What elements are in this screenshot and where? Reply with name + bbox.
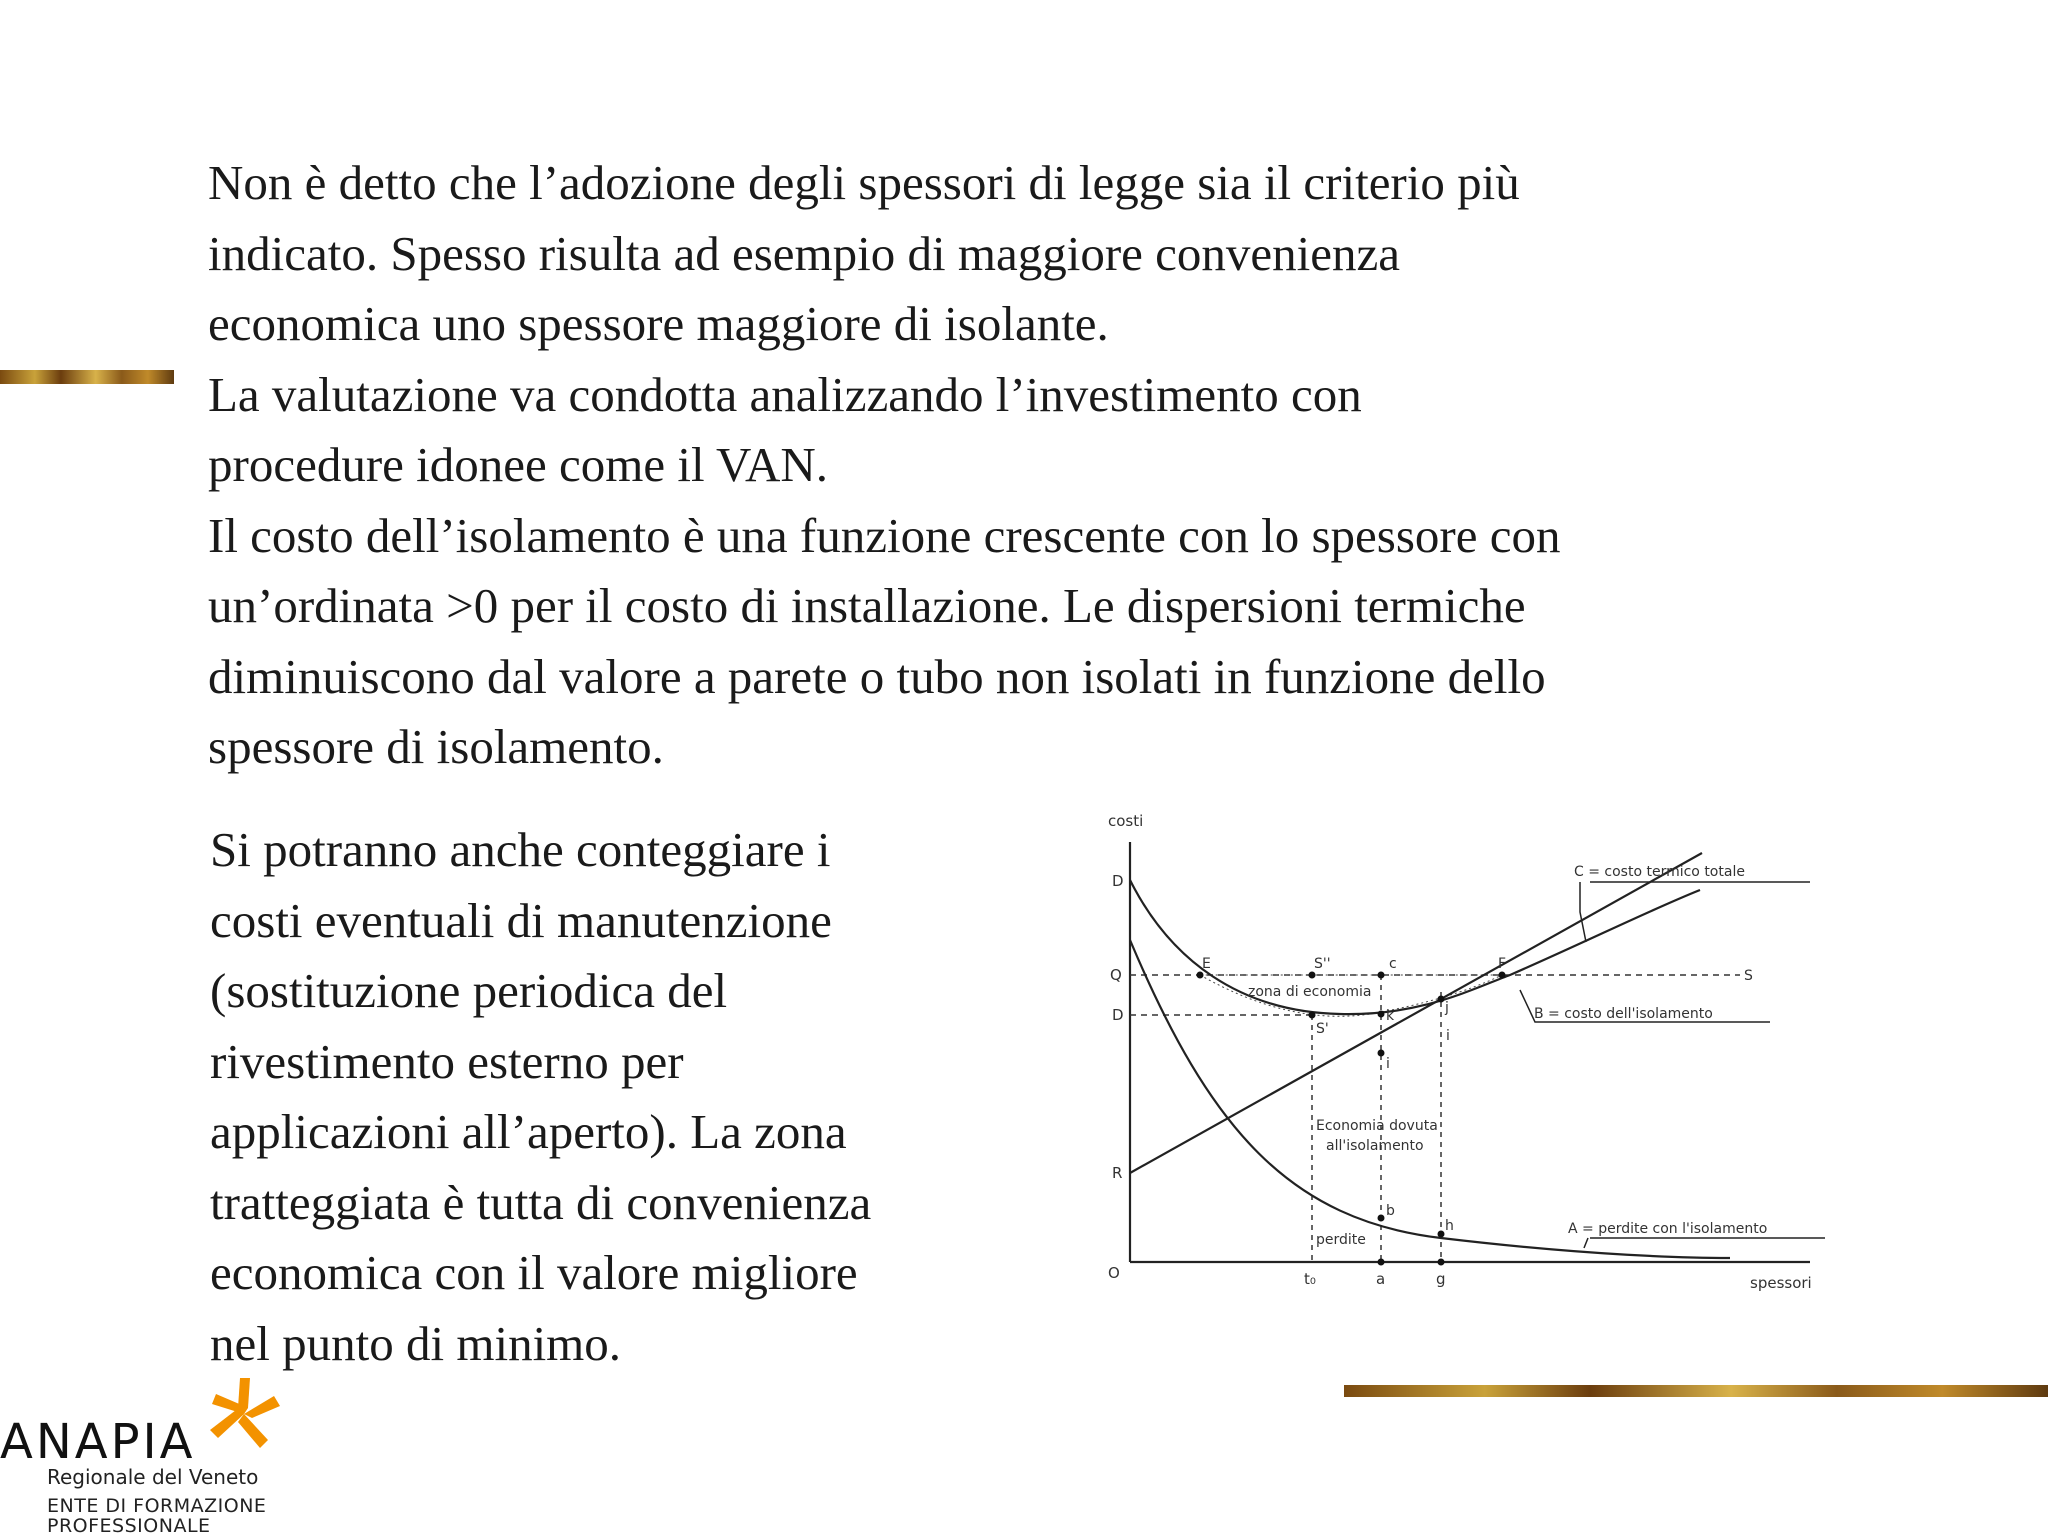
anapia-logo bbox=[0, 1378, 300, 1536]
side-line: nel punto di minimo. bbox=[210, 1315, 622, 1371]
label-e: E bbox=[1202, 956, 1211, 972]
logo-ente-line2: PROFESSIONALE bbox=[47, 1515, 211, 1537]
label-economia-1: Economia dovuta bbox=[1316, 1118, 1438, 1134]
side-line: rivestimento esterno per bbox=[210, 1033, 684, 1089]
point-s-double-prime bbox=[1309, 972, 1316, 979]
x-axis-label: spessori bbox=[1750, 1274, 1812, 1292]
leader-c bbox=[1580, 882, 1586, 942]
label-a: a bbox=[1376, 1270, 1386, 1288]
decorative-bar-left bbox=[0, 370, 174, 384]
label-zona-economia: zona di economia bbox=[1248, 984, 1372, 1000]
label-g: g bbox=[1436, 1270, 1446, 1288]
intro-line: Non è detto che l’adozione degli spessori di legge sia il criterio più bbox=[208, 155, 1520, 210]
point-i bbox=[1378, 1050, 1385, 1057]
label-economia-2: all'isolamento bbox=[1326, 1138, 1424, 1154]
label-j: j bbox=[1445, 1000, 1449, 1016]
intro-line: un’ordinata >0 per il costo di installazione. Le dispersioni termiche bbox=[208, 578, 1526, 633]
label-c: c bbox=[1389, 956, 1397, 972]
decorative-bar-right bbox=[1344, 1385, 2048, 1397]
label-b: b bbox=[1386, 1203, 1395, 1219]
star-icon bbox=[208, 1378, 280, 1450]
label-s-prime: S' bbox=[1316, 1021, 1329, 1037]
intro-line: diminuiscono dal valore a parete o tubo non isolati in funzione dello bbox=[208, 648, 1546, 704]
intro-line: economica uno spessore maggiore di isolante. bbox=[208, 296, 1109, 351]
label-i-lower: i bbox=[1386, 1056, 1390, 1072]
intro-line: spessore di isolamento. bbox=[208, 719, 664, 774]
point-e bbox=[1197, 972, 1204, 979]
label-d-mid: D bbox=[1112, 1006, 1124, 1024]
point-h bbox=[1438, 1231, 1445, 1238]
intro-line: indicato. Spesso risulta ad esempio di maggiore convenienza bbox=[208, 225, 1401, 281]
side-line: tratteggiata è tutta di convenienza bbox=[210, 1174, 872, 1230]
intro-line: procedure idonee come il VAN. bbox=[208, 437, 829, 492]
label-s-double-prime: S'' bbox=[1314, 956, 1331, 972]
intro-line: Il costo dell’isolamento è una funzione crescente con lo spessore con bbox=[208, 507, 1561, 563]
point-b bbox=[1378, 1215, 1385, 1222]
side-line: applicazioni all’aperto). La zona bbox=[210, 1104, 847, 1159]
point-j bbox=[1438, 996, 1445, 1003]
side-paragraph bbox=[210, 815, 1030, 1379]
point-k bbox=[1378, 1011, 1385, 1018]
logo-name: ANAPIA bbox=[0, 1414, 196, 1470]
label-s: S bbox=[1744, 968, 1753, 984]
intro-paragraph bbox=[208, 148, 1848, 783]
label-curve-a: A = perdite con l'isolamento bbox=[1568, 1221, 1768, 1237]
curve-c-total-cost bbox=[1130, 880, 1700, 1014]
label-d-top: D bbox=[1112, 872, 1124, 890]
label-curve-b: B = costo dell'isolamento bbox=[1534, 1006, 1713, 1022]
label-k: k bbox=[1386, 1008, 1395, 1024]
curve-a-losses bbox=[1130, 940, 1730, 1258]
side-line: Si potranno anche conteggiare i bbox=[210, 822, 831, 877]
label-i-upper: i bbox=[1446, 1028, 1450, 1044]
y-axis-label: costi bbox=[1108, 812, 1144, 830]
intro-line: La valutazione va condotta analizzando l’investimento con bbox=[208, 366, 1362, 422]
label-r: R bbox=[1112, 1164, 1123, 1182]
label-t0: t₀ bbox=[1304, 1270, 1316, 1288]
label-perdite: perdite bbox=[1316, 1232, 1366, 1248]
point-a-axis bbox=[1378, 1259, 1385, 1266]
point-s-prime bbox=[1309, 1012, 1316, 1019]
side-line: (sostituzione periodica del bbox=[210, 963, 728, 1018]
side-line: costi eventuali di manutenzione bbox=[210, 892, 832, 948]
origin-label: O bbox=[1108, 1264, 1120, 1282]
insulation-cost-diagram bbox=[1090, 800, 1830, 1310]
side-line: economica con il valore migliore bbox=[210, 1245, 858, 1300]
label-f: F bbox=[1498, 956, 1507, 972]
point-g-axis bbox=[1438, 1259, 1445, 1266]
label-q: Q bbox=[1110, 966, 1122, 984]
label-curve-c: C = costo termico totale bbox=[1574, 864, 1745, 880]
leader-a bbox=[1584, 1238, 1588, 1248]
logo-region: Regionale del Veneto bbox=[47, 1465, 259, 1489]
point-f bbox=[1499, 972, 1506, 979]
point-c bbox=[1378, 972, 1385, 979]
logo-ente-line1: ENTE DI FORMAZIONE bbox=[47, 1495, 267, 1517]
label-h: h bbox=[1445, 1218, 1454, 1234]
